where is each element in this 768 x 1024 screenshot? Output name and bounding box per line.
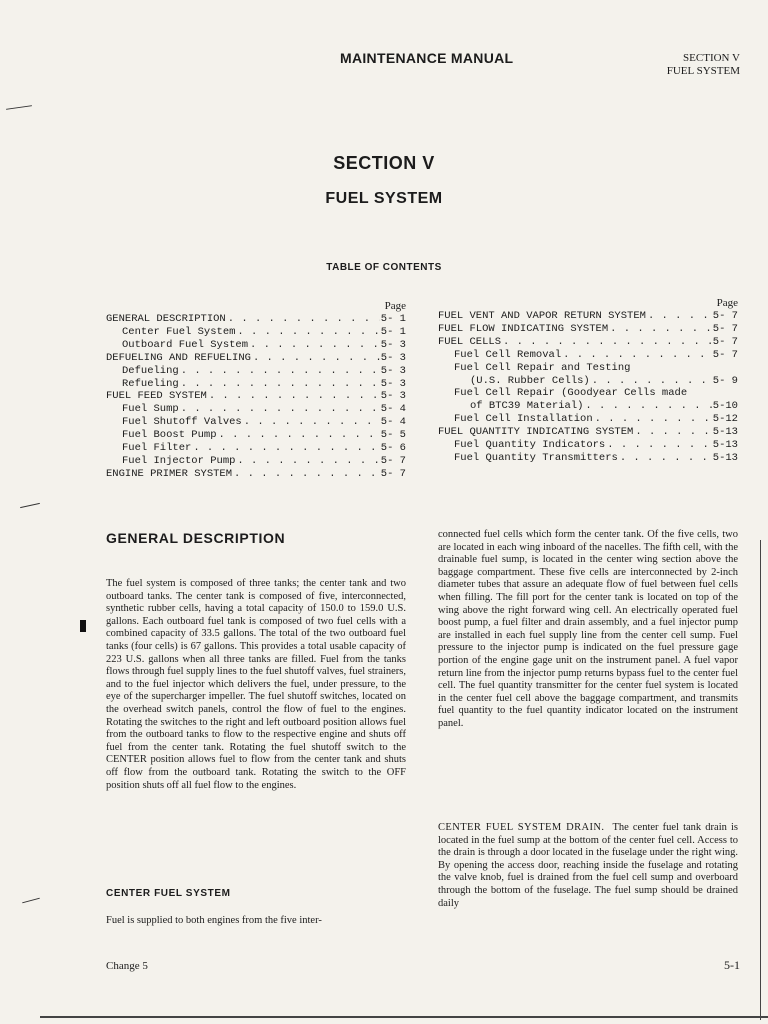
page-number: 5-1	[724, 958, 740, 972]
toc-leader-dots	[630, 362, 712, 375]
toc-entry-page: 5- 7	[712, 310, 738, 322]
toc-page-label: Page	[716, 297, 738, 309]
toc-leader-dots	[207, 390, 380, 403]
toc-entry-page: 5- 5	[380, 429, 406, 442]
toc-entry	[106, 352, 406, 365]
toc-entry-page: 5- 3	[380, 351, 406, 364]
toc-entry-page: 5- 7	[380, 467, 406, 480]
toc-leader-dots	[232, 468, 380, 481]
toc-entry-label: Fuel Quantity Indicators	[454, 439, 606, 452]
toc-entry	[106, 390, 406, 403]
toc-entry	[106, 339, 406, 352]
toc-entry	[106, 403, 406, 416]
toc-entry-label: Fuel Sump	[122, 403, 179, 416]
toc-entry-page: 5- 3	[380, 338, 406, 351]
toc-leader-dots	[501, 336, 712, 349]
general-description-paragraph: The fuel system is composed of three tanks; the center tank and two outboard tanks. The center tank is composed of five, interconnected, synthetic rubber cells, having a total capacity of 150.0 to 159.0 U.S. gallons. Each outboard fuel tank is composed of two fuel cells with a combined capacity of 33.5 gallons. The total of the two outboard fuel tanks (four cells) is 67 gallons. This provides a total usable capacity of 223 U.S. gallons when all three tanks are filled. Fuel from the tanks flows through fuel supply lines to the fuel shutoff valves, fuel strainers, and to the fuel injector which delivers the fuel, under pressure, to the eye of the supercharger impeller. The fuel shutoff switches, located on the overhead switch panels, control the flow of fuel to the engines. Rotating the switches to the right and left outboard position allows fuel from the outboard tanks to flow to the respective engine and shuts off fuel from the center tank. Rotating the fuel shutoff switch to the CENTER position allows fuel to flow from the center tank and shuts off flow from the outboard tank. Rotating the switch to the OFF position shuts off all fuel flow to the engines.	[106, 578, 406, 791]
toc-entry	[438, 413, 738, 426]
toc-right-column	[438, 297, 738, 465]
toc-entry	[438, 310, 738, 323]
scan-mark	[22, 898, 40, 904]
toc-entry-label: Fuel Shutoff Valves	[122, 416, 242, 429]
toc-leader-dots	[561, 349, 712, 362]
scan-mark	[6, 105, 32, 110]
center-drain-text: The center fuel tank drain is located in the fuel sump at the bottom of the center fuel cell. Access to the drain is through a door located in the fuselage under the right wing. By opening the access door, reaching inside the fuselage and rotating the valve knob, fuel is drained from the fuel cell sump and overboard through the bottom of the fuselage. The fuel sump should be drained daily	[438, 822, 739, 909]
toc-entry-page: 5-13	[712, 451, 738, 464]
header-subsection: FUEL SYSTEM	[666, 65, 740, 77]
toc-leader-dots	[179, 403, 380, 416]
toc-entry-page: 5-13	[712, 426, 738, 439]
toc-leader-dots	[191, 442, 380, 455]
toc-entry-label: Outboard Fuel System	[122, 338, 249, 351]
toc-leader-dots	[608, 323, 712, 336]
toc-leader-dots	[179, 378, 380, 391]
toc-entry-page: 5- 9	[712, 374, 738, 387]
toc-left-column	[106, 300, 406, 481]
toc-leader-dots	[251, 352, 380, 365]
center-drain-paragraph	[438, 822, 738, 910]
toc-entry-page: 5- 7	[712, 322, 738, 335]
toc-entry	[106, 455, 406, 468]
toc-entry-page: 5- 1	[380, 325, 406, 338]
toc-entry-label: Refueling	[122, 377, 179, 390]
toc-leader-dots	[235, 455, 380, 468]
toc-entry-label: Defueling	[122, 364, 179, 377]
toc-entry-page: 5- 7	[712, 335, 738, 348]
toc-leader-dots	[593, 413, 712, 426]
toc-leader-dots	[226, 313, 380, 326]
toc-entry	[106, 365, 406, 378]
toc-entry-page: 5- 3	[380, 390, 406, 403]
toc-entry-label: ENGINE PRIMER SYSTEM	[106, 467, 233, 480]
toc-entry	[106, 326, 406, 339]
manual-title: MAINTENANCE MANUAL	[340, 50, 514, 66]
toc-page-label: Page	[384, 300, 406, 312]
toc-left-list	[106, 313, 406, 481]
toc-leader-dots	[242, 416, 380, 429]
toc-entry-page	[712, 387, 738, 400]
change-bar	[80, 620, 86, 632]
center-drain-lead: CENTER FUEL SYSTEM DRAIN.	[438, 822, 605, 833]
scan-mark	[20, 503, 40, 508]
toc-entry	[438, 439, 738, 452]
toc-entry-page: 5- 6	[380, 442, 406, 455]
toc-entry	[438, 426, 738, 439]
toc-entry-label: GENERAL DESCRIPTION	[106, 313, 226, 325]
toc-entry-page: 5- 4	[380, 403, 406, 416]
toc-entry-page: 5- 7	[380, 454, 406, 467]
toc-entry-page: 5-10	[712, 400, 738, 413]
toc-leader-dots	[646, 310, 712, 323]
toc-entry-label: Fuel Injector Pump	[122, 454, 236, 467]
toc-entry	[438, 387, 738, 400]
toc-leader-dots	[583, 400, 712, 413]
toc-entry-label: Fuel Cell Repair (Goodyear Cells made	[454, 387, 688, 400]
center-fuel-system-heading: CENTER FUEL SYSTEM	[106, 888, 231, 899]
toc-entry-label: FUEL QUANTITY INDICATING SYSTEM	[438, 426, 634, 439]
toc-entry-label: of BTC39 Material)	[470, 400, 584, 413]
toc-leader-dots	[687, 387, 712, 400]
toc-entry	[438, 375, 738, 388]
toc-leader-dots	[590, 375, 712, 388]
right-edge-line	[760, 540, 761, 1020]
center-fuel-system-paragraph: Fuel is supplied to both engines from the five inter-	[106, 915, 322, 926]
toc-leader-dots	[248, 339, 380, 352]
toc-entry-label: FUEL VENT AND VAPOR RETURN SYSTEM	[438, 310, 646, 322]
change-number: Change 5	[106, 960, 148, 972]
toc-entry	[106, 416, 406, 429]
toc-entry	[438, 452, 738, 465]
toc-leader-dots	[217, 429, 380, 442]
toc-entry	[106, 429, 406, 442]
toc-entry-label: Fuel Cell Repair and Testing	[454, 361, 631, 374]
toc-entry-label: FUEL FLOW INDICATING SYSTEM	[438, 322, 609, 335]
toc-leader-dots	[179, 365, 380, 378]
header-section: SECTION V	[683, 52, 740, 64]
toc-leader-dots	[235, 326, 380, 339]
toc-entry	[438, 323, 738, 336]
toc-entry-label: Fuel Quantity Transmitters	[454, 451, 618, 464]
toc-entry-label: FUEL FEED SYSTEM	[106, 390, 207, 403]
toc-entry-label: Fuel Boost Pump	[122, 429, 217, 442]
toc-entry-page: 5- 3	[380, 364, 406, 377]
toc-entry	[438, 362, 738, 375]
toc-entry-page: 5-12	[712, 413, 738, 426]
toc-entry	[106, 442, 406, 455]
toc-entry-label: FUEL CELLS	[438, 335, 502, 348]
toc-entry-page: 5-13	[712, 439, 738, 452]
section-subtitle: FUEL SYSTEM	[325, 190, 443, 207]
toc-entry	[106, 378, 406, 391]
toc-entry-page: 5- 4	[380, 416, 406, 429]
toc-entry-page: 5- 1	[380, 313, 406, 325]
toc-entry-page: 5- 7	[712, 348, 738, 361]
toc-entry	[106, 468, 406, 481]
toc-entry	[106, 313, 406, 326]
header-section-block	[630, 52, 740, 78]
toc-right-list	[438, 310, 738, 465]
toc-entry-label: Center Fuel System	[122, 325, 236, 338]
toc-leader-dots	[633, 426, 712, 439]
general-description-heading: GENERAL DESCRIPTION	[106, 530, 286, 546]
toc-entry	[438, 349, 738, 362]
toc-entry-page	[712, 362, 738, 375]
toc-leader-dots	[618, 452, 712, 465]
toc-heading: TABLE OF CONTENTS	[326, 262, 442, 273]
toc-entry-page: 5- 3	[380, 377, 406, 390]
toc-entry-label: DEFUELING AND REFUELING	[106, 351, 251, 364]
toc-entry-label: Fuel Cell Removal	[454, 348, 562, 361]
toc-entry-label: Fuel Filter	[122, 442, 192, 455]
section-title: SECTION V	[333, 153, 435, 173]
toc-entry-label: (U.S. Rubber Cells)	[470, 374, 590, 387]
toc-entry-label: Fuel Cell Installation	[454, 413, 593, 426]
center-cells-paragraph: connected fuel cells which form the center tank. Of the five cells, two are located in each wing inboard of the nacelles. The fifth cell, with the drainable fuel sump, is located in the center wing section above the baggage compartment. These five cells are interconnected by 2-inch diameter tubes that assure an adequate flow of fuel between fuel cells when filling. The fill port for the center tank is located on top of the wing above the right forward wing cell. An electrically operated fuel boost pump, a fuel filter and drain assembly, and a fuel injector pump are installed in each fuel supply line from the center cell sump. Fuel pressure to the injector pump is indicated on the fuel pressure gage portion of the engine gage unit on the instrument panel. A fuel vapor return line from the injector pump returns bypass fuel to the center fuel cell. The fuel quantity transmitter for the center fuel system is located in the center fuel cell above the baggage compartment, and transmits fuel quantity to the fuel quantity indicator located on the instrument panel.	[438, 529, 738, 729]
bottom-rule	[40, 1016, 768, 1018]
toc-leader-dots	[605, 439, 712, 452]
toc-entry	[438, 336, 738, 349]
toc-entry	[438, 400, 738, 413]
